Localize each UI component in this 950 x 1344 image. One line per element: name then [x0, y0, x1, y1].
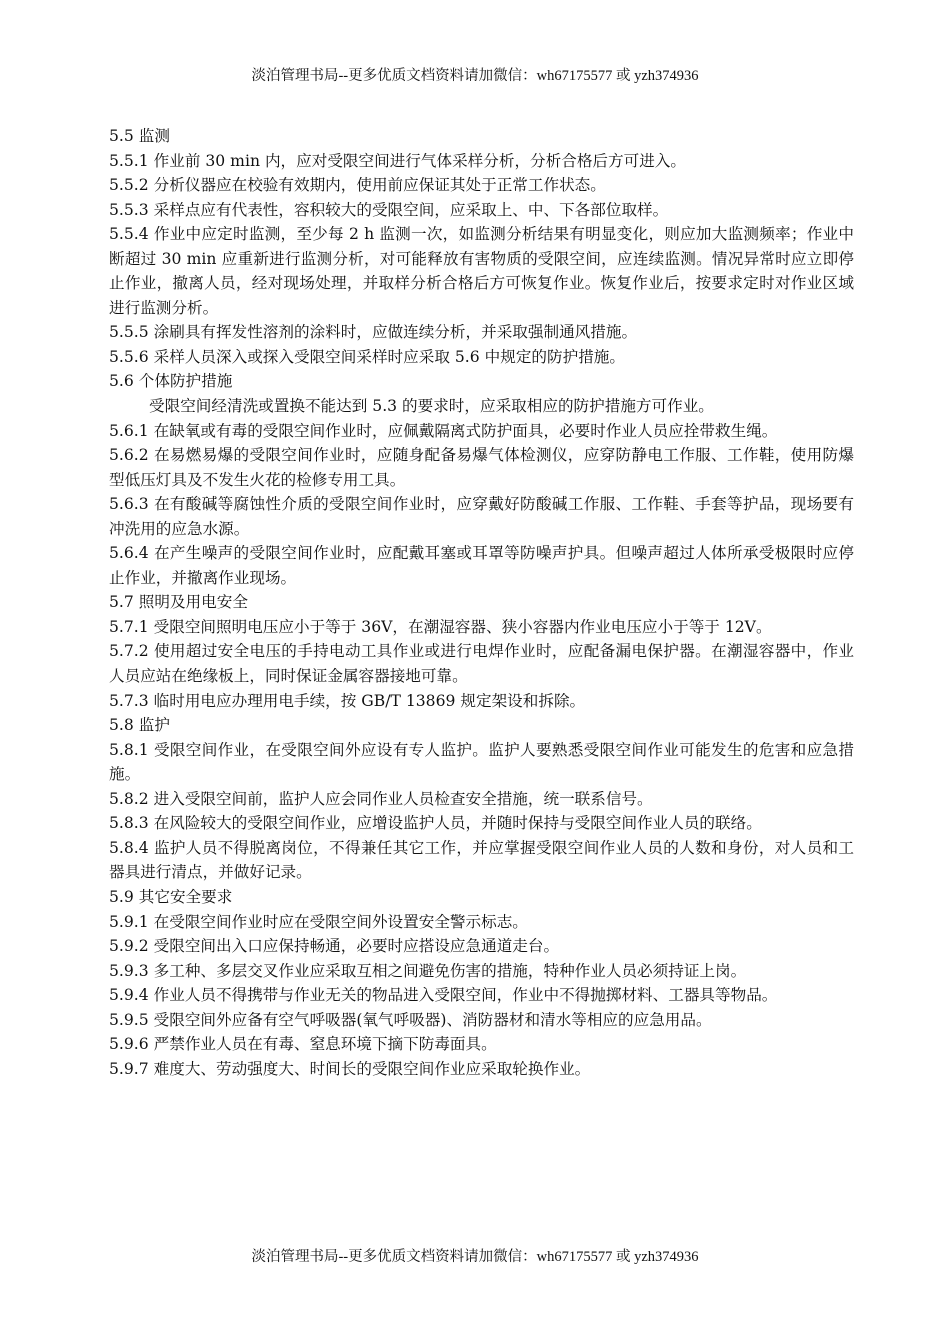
- page-footer: 淡泊管理书局--更多优质文档资料请加微信：wh67175577 或 yzh374936: [251, 1249, 699, 1265]
- clause: 5.6.4 在产生噪声的受限空间作业时，应配戴耳塞或耳罩等防噪声护具。但噪声超过人体所承受极限时应停止作业，并撤离作业现场。: [109, 544, 854, 587]
- clause: 5.5.2 分析仪器应在校验有效期内，使用前应保证其处于正常工作状态。: [109, 176, 606, 195]
- clause: 5.8.2 进入受限空间前，监护人应会同作业人员检查安全措施，统一联系信号。: [109, 789, 653, 808]
- clause: 5.8.3 在风险较大的受限空间作业，应增设监护人员，并随时保持与受限空间作业人员的联络。: [109, 814, 762, 833]
- section-heading: 5.5 监测: [109, 127, 170, 145]
- clause: 5.9.4 作业人员不得携带与作业无关的物品进入受限空间，作业中不得抛掷材料、工器具等物品。: [109, 986, 778, 1005]
- clause: 5.9.1 在受限空间作业时应在受限空间外设置安全警示标志。: [109, 912, 528, 931]
- section-heading: 5.8 监护: [109, 716, 170, 735]
- section-heading: 5.6 个体防护措施: [109, 372, 233, 391]
- clause: 5.7.1 受限空间照明电压应小于等于 36V，在潮湿容器、狭小容器内作业电压应小于等于 12V。: [109, 617, 772, 636]
- clause: 5.9.3 多工种、多层交叉作业应采取互相之间避免伤害的措施，特种作业人员必须持证上岗。: [109, 961, 747, 980]
- clause: 5.9.2 受限空间出入口应保持畅通，必要时应搭设应急通道走台。: [109, 937, 560, 956]
- clause: 5.5.5 涂刷具有挥发性溶剂的涂料时，应做连续分析，并采取强制通风措施。: [109, 323, 638, 342]
- section-heading: 5.9 其它安全要求: [109, 887, 233, 906]
- clause: 5.9.5 受限空间外应备有空气呼吸器(氧气呼吸器)、消防器材和清水等相应的应急用品。: [109, 1010, 712, 1029]
- section-heading: 5.7 照明及用电安全: [109, 593, 248, 612]
- document-body: [109, 124, 854, 1081]
- clause: 5.5.6 采样人员深入或探入受限空间采样时应采取 5.6 中规定的防护措施。: [109, 347, 625, 366]
- clause: 5.8.1 受限空间作业，在受限空间外应设有专人监护。监护人要熟悉受限空间作业可能发生的危害和应急措施。: [109, 740, 854, 784]
- clause: 5.7.3 临时用电应办理用电手续，按 GB/T 13869 规定架设和拆除。: [109, 691, 586, 710]
- clause: 5.9.7 难度大、劳动强度大、时间长的受限空间作业应采取轮换作业。: [109, 1059, 591, 1078]
- clause: 5.5.3 采样点应有代表性，容积较大的受限空间，应采取上、中、下各部位取样。: [109, 200, 669, 219]
- clause: 5.5.4 作业中应定时监测，至少每 2 h 监测一次，如监测分析结果有明显变化，则应加大监测频率；作业中断超过 30 min 应重新进行监测分析，对可能释放有害物质的受限空间，应连续监测。情况异常时应立即停止作业，撤离人员，经对现场处理，并取样分析合格后方可恢复作业。恢复作业后，按要求定时对作业区域进行监测分析。: [109, 225, 854, 317]
- clause: 5.5.1 作业前 30 min 内，应对受限空间进行气体采样分析，分析合格后方可进入。: [109, 151, 686, 170]
- clause: 5.6.2 在易燃易爆的受限空间作业时，应随身配备易爆气体检测仪，应穿防静电工作服、工作鞋，使用防爆型低压灯具及不发生火花的检修专用工具。: [109, 446, 854, 489]
- clause: 5.8.4 监护人员不得脱离岗位，不得兼任其它工作，并应掌握受限空间作业人员的人数和身份，对人员和工器具进行清点，并做好记录。: [109, 838, 854, 882]
- section-intro: 受限空间经清洗或置换不能达到 5.3 的要求时，应采取相应的防护措施方可作业。: [149, 397, 714, 416]
- page-header: 淡泊管理书局--更多优质文档资料请加微信：wh67175577 或 yzh374936: [251, 68, 699, 84]
- clause: 5.6.3 在有酸碱等腐蚀性介质的受限空间作业时，应穿戴好防酸碱工作服、工作鞋、手套等护品，现场要有冲洗用的应急水源。: [109, 495, 854, 538]
- clause: 5.7.2 使用超过安全电压的手持电动工具作业或进行电焊作业时，应配备漏电保护器。在潮湿容器中，作业人员应站在绝缘板上，同时保证金属容器接地可靠。: [109, 642, 854, 686]
- clause: 5.9.6 严禁作业人员在有毒、窒息环境下摘下防毒面具。: [109, 1035, 497, 1054]
- clause: 5.6.1 在缺氧或有毒的受限空间作业时，应佩戴隔离式防护面具，必要时作业人员应拴带救生绳。: [109, 421, 778, 440]
